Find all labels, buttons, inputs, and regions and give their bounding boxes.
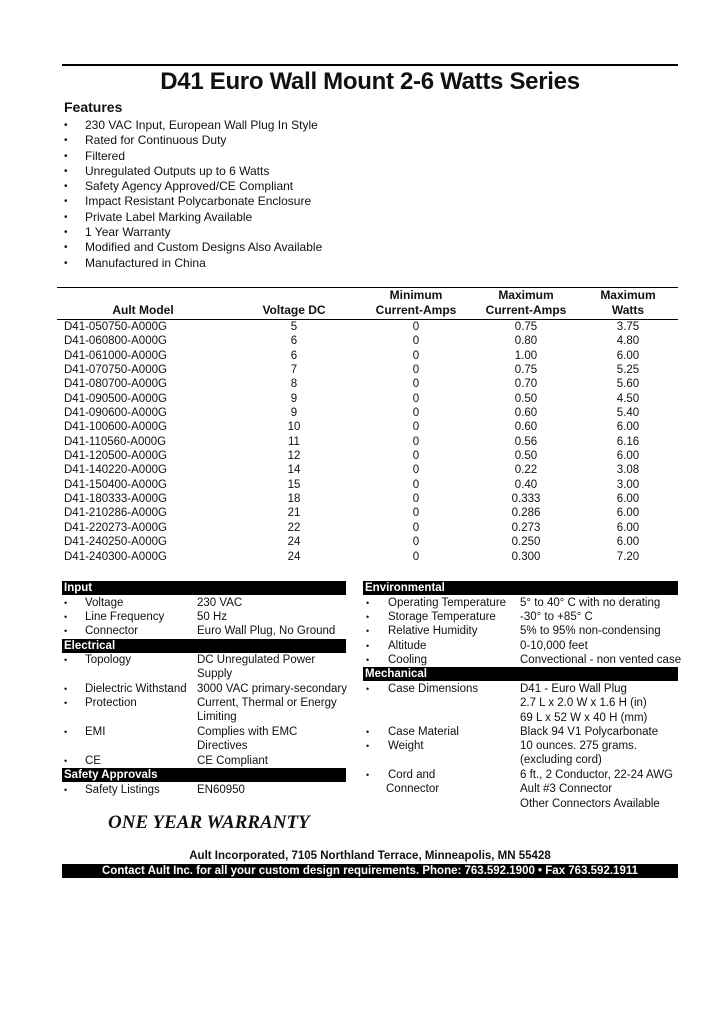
feature-item: • 1 Year Warranty — [64, 225, 171, 240]
cell-voltage: 10 — [287, 421, 301, 434]
cell-max-current: 0.75 — [514, 321, 538, 333]
cell-min-current: 0 — [412, 407, 420, 420]
cell-max-current: 0.56 — [514, 435, 538, 448]
cell-max-watts: 3.08 — [616, 464, 640, 477]
cell-max-current: 0.300 — [511, 550, 541, 563]
table-row — [0, 463, 720, 477]
cell-min-current: 0 — [412, 521, 420, 534]
bullet: • — [366, 770, 370, 780]
feature-item: • Manufactured in China — [64, 255, 206, 270]
table-row — [0, 334, 720, 348]
table-row — [0, 349, 720, 363]
cell-min-current: 0 — [412, 392, 420, 405]
cell-voltage: 21 — [287, 507, 301, 520]
contact-bar: Contact Ault Inc. for all your custom design requirements. Phone: 763.592.1900 • Fax 763.592.1911 — [62, 864, 678, 878]
company-address: Ault Incorporated, 7105 Northland Terrace, Minneapolis, MN 55428 — [189, 850, 551, 862]
cell-voltage: 18 — [287, 493, 301, 506]
cell-max-watts: 6.16 — [616, 435, 640, 448]
bullet: • — [366, 626, 370, 636]
bullet: • — [366, 598, 370, 608]
cell-model: D41-240250-A000G — [64, 536, 167, 549]
cell-min-current: 0 — [412, 378, 420, 391]
warranty-banner: ONE YEAR WARRANTY — [108, 812, 310, 833]
cell-min-current: 0 — [412, 321, 420, 333]
header-max-current: Maximum Current-Amps — [485, 288, 567, 317]
cell-model: D41-060800-A000G — [64, 335, 167, 348]
cell-max-watts: 3.75 — [616, 321, 640, 333]
bullet: • — [366, 727, 370, 737]
cell-model: D41-061000-A000G — [64, 349, 167, 362]
bullet: • — [64, 120, 68, 131]
cell-max-watts: 6.00 — [616, 536, 640, 549]
header-max-watts: Maximum Watts — [600, 288, 656, 317]
cell-model: D41-100600-A000G — [64, 421, 167, 434]
bullet: • — [64, 211, 68, 223]
table-row — [0, 478, 720, 492]
cell-max-current: 0.60 — [514, 407, 538, 420]
feature-item: • Safety Agency Approved/CE Compliant — [64, 179, 294, 194]
feature-item: • Private Label Marking Available — [64, 209, 253, 224]
cell-max-current: 0.286 — [511, 507, 541, 520]
bullet: • — [366, 612, 370, 622]
cell-max-current: 0.40 — [514, 478, 538, 491]
cell-max-current: 0.60 — [514, 421, 538, 434]
section-environmental: Environmental — [363, 581, 678, 595]
cell-max-watts: 4.80 — [616, 335, 640, 348]
bullet: • — [64, 165, 68, 177]
bullet: • — [64, 655, 68, 665]
cell-min-current: 0 — [412, 536, 420, 549]
cell-voltage: 22 — [287, 521, 301, 534]
cell-voltage: 24 — [287, 550, 301, 563]
bullet: • — [64, 612, 68, 622]
table-row — [0, 363, 720, 377]
cell-min-current: 0 — [412, 464, 420, 477]
cell-voltage: 15 — [287, 478, 301, 491]
bullet: • — [64, 756, 68, 766]
table-row — [0, 506, 720, 520]
bullet: • — [64, 135, 68, 147]
cell-max-watts: 7.20 — [616, 550, 640, 563]
cell-model: D41-150400-A000G — [64, 478, 167, 491]
cell-max-watts: 6.00 — [616, 421, 640, 434]
cell-model: D41-210286-A000G — [64, 507, 167, 520]
title-rule — [62, 64, 678, 66]
table-top-rule — [57, 287, 678, 288]
bullet: • — [64, 242, 68, 254]
cell-min-current: 0 — [412, 507, 420, 520]
header-voltage: Voltage DC — [262, 303, 326, 317]
section-mechanical: Mechanical — [363, 667, 678, 681]
cell-voltage: 11 — [288, 435, 300, 448]
table-row — [0, 377, 720, 391]
cell-voltage: 14 — [287, 464, 301, 477]
feature-item: • Modified and Custom Designs Also Available — [64, 240, 323, 255]
cell-model: D41-140220-A000G — [64, 464, 167, 477]
bullet: • — [366, 641, 370, 651]
table-row — [0, 435, 720, 449]
table-row — [0, 521, 720, 535]
table-row — [0, 492, 720, 506]
cell-max-current: 0.50 — [514, 450, 538, 463]
feature-item: • Filtered — [64, 148, 126, 163]
cell-max-current: 0.22 — [514, 464, 538, 477]
cell-voltage: 9 — [290, 392, 298, 405]
cell-min-current: 0 — [412, 335, 420, 348]
cell-max-current: 0.75 — [514, 364, 538, 377]
cell-max-watts: 6.00 — [616, 507, 640, 520]
cell-max-current: 0.273 — [511, 521, 541, 534]
cell-min-current: 0 — [412, 364, 420, 377]
feature-item: • 230 VAC Input, European Wall Plug In Style — [64, 118, 318, 132]
cell-model: D41-110560-A000G — [64, 435, 167, 448]
table-row — [0, 420, 720, 434]
cell-model: D41-050750-A000G — [64, 321, 167, 333]
cell-model: D41-080700-A000G — [64, 378, 167, 391]
cell-max-current: 0.50 — [514, 392, 538, 405]
feature-item: • Impact Resistant Polycarbonate Enclosure — [64, 194, 312, 209]
cell-max-watts: 3.00 — [616, 478, 640, 491]
page-title: D41 Euro Wall Mount 2-6 Watts Series — [160, 68, 580, 95]
cell-model: D41-090500-A000G — [64, 392, 167, 405]
cell-voltage: 6 — [290, 349, 298, 362]
table-row — [0, 449, 720, 463]
bullet: • — [64, 785, 68, 795]
cell-max-watts: 6.00 — [616, 450, 640, 463]
table-row — [0, 550, 720, 564]
cell-max-current: 1.00 — [514, 349, 538, 362]
cell-voltage: 12 — [287, 450, 301, 463]
bullet: • — [64, 727, 68, 737]
cell-max-watts: 4.50 — [616, 392, 640, 405]
section-electrical: Electrical — [62, 639, 346, 653]
bullet: • — [64, 626, 68, 636]
table-row — [0, 535, 720, 549]
cell-voltage: 8 — [290, 378, 298, 391]
table-row — [0, 320, 720, 334]
bullet: • — [64, 257, 68, 269]
table-row — [0, 392, 720, 406]
cell-voltage: 24 — [287, 536, 301, 549]
cell-max-current: 0.333 — [511, 493, 541, 506]
cell-model: D41-120500-A000G — [64, 450, 167, 463]
cell-max-watts: 6.00 — [616, 521, 640, 534]
features-list — [62, 118, 322, 271]
cell-min-current: 0 — [412, 349, 420, 362]
feature-item: • Rated for Continuous Duty — [64, 133, 227, 148]
bullet: • — [64, 684, 68, 694]
cell-voltage: 7 — [290, 364, 298, 377]
section-input: Input — [62, 581, 346, 595]
cell-max-watts: 5.40 — [616, 407, 640, 420]
cell-max-current: 0.70 — [514, 378, 538, 391]
cell-min-current: 0 — [412, 550, 420, 563]
cell-min-current: 0 — [412, 493, 420, 506]
bullet: • — [64, 227, 68, 239]
cell-model: D41-090600-A000G — [64, 407, 167, 420]
cell-min-current: 0 — [412, 421, 420, 434]
cell-max-current: 0.80 — [514, 335, 538, 348]
features-heading: Features — [64, 99, 123, 115]
cell-voltage: 5 — [290, 321, 298, 333]
cell-min-current: 0 — [412, 478, 420, 491]
bullet: • — [64, 150, 68, 162]
cell-max-watts: 6.00 — [616, 349, 640, 362]
header-model: Ault Model — [112, 303, 174, 317]
cell-model: D41-070750-A000G — [64, 364, 167, 377]
cell-model: D41-220273-A000G — [64, 521, 167, 534]
bullet: • — [64, 698, 68, 708]
cell-max-watts: 5.60 — [616, 378, 640, 391]
cell-voltage: 9 — [290, 407, 298, 420]
cell-max-current: 0.250 — [511, 536, 541, 549]
cell-model: D41-240300-A000G — [64, 550, 167, 563]
header-min-current: Minimum Current-Amps — [375, 288, 457, 317]
feature-item: • Unregulated Outputs up to 6 Watts — [64, 163, 270, 178]
model-table-body — [0, 320, 720, 564]
bullet: • — [366, 655, 370, 665]
cell-max-watts: 6.00 — [616, 493, 640, 506]
cell-min-current: 0 — [412, 435, 420, 448]
bullet: • — [366, 741, 370, 751]
bullet: • — [64, 181, 68, 193]
cell-model: D41-180333-A000G — [64, 493, 167, 506]
bullet: • — [366, 684, 370, 694]
section-safety: Safety Approvals — [62, 768, 346, 782]
cell-voltage: 6 — [290, 335, 298, 348]
cell-max-watts: 5.25 — [616, 364, 640, 377]
bullet: • — [64, 598, 68, 608]
table-row — [0, 406, 720, 420]
bullet: • — [64, 196, 68, 208]
cell-min-current: 0 — [412, 450, 420, 463]
